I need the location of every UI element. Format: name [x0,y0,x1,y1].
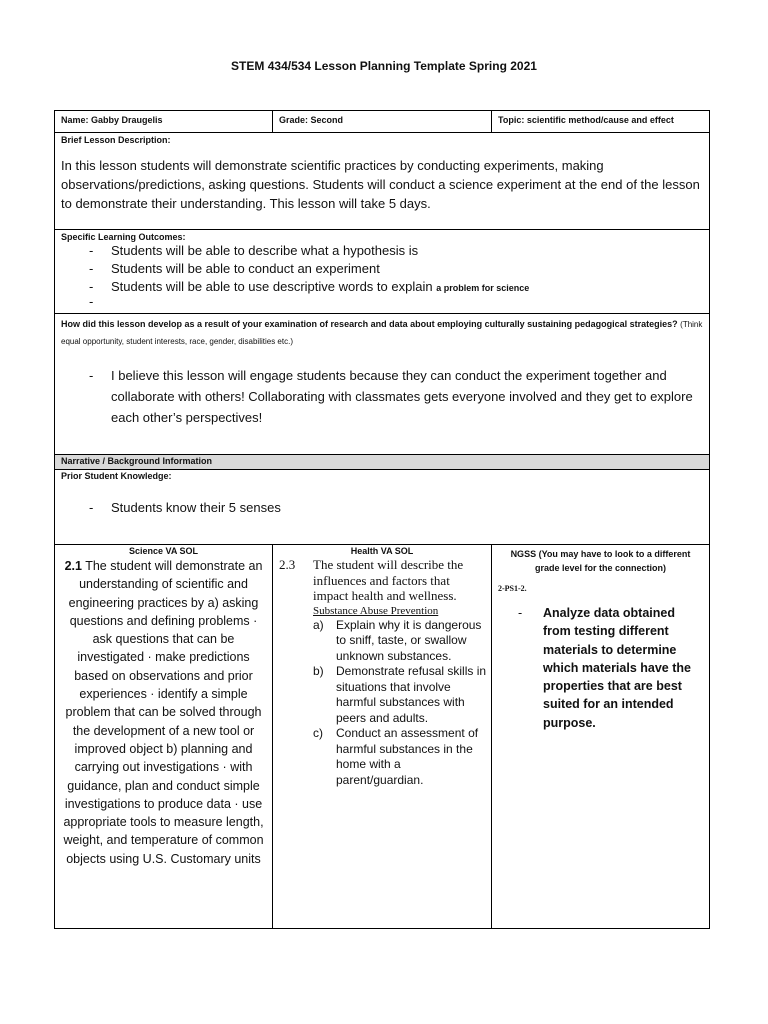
outcome-item-empty [61,297,703,307]
prior-label: Prior Student Knowledge: [61,471,172,481]
health-intro-text: The student will describe the influences and factors that impact health and wellness. [313,557,464,603]
ngss-item: - Analyze data obtained from testing different materials to determine which materials have the properties that are best suited for an intended purpose. [518,606,691,730]
health-subhead: Substance Abuse Prevention [313,604,439,617]
health-header: Health VA SOL [350,546,414,556]
outcomes-label: Specific Learning Outcomes: [61,232,186,242]
prior-knowledge-section [55,470,709,545]
learning-outcomes-section [55,230,709,314]
outcome-item: - Students will be able to conduct an experiment [61,260,703,278]
ngss-column [492,545,709,928]
ngss-dash: - [518,606,523,620]
prior-list [61,498,703,517]
health-code: 2.3 [279,557,296,572]
health-item: b) Demonstrate refusal skills in situations that involve harmful substances with peers and adults. [313,664,487,725]
outcome-item-tail: a problem for science [436,283,530,293]
science-text [59,557,268,868]
outcome-item: - Students will be able to use descriptive words to explain a problem for science [61,278,703,297]
research-hint: (Think equal opportunity, student interests, race, gender, disabilities etc.) [61,320,703,346]
grade-cell: Grade: Second [273,111,492,132]
health-items [277,618,487,789]
name-cell: Name: Gabby Draugelis [55,111,273,132]
research-question: How did this lesson develop as a result of your examination of research and data about employing culturally sustaining pedagogical strategies? (Think equal opportunity, student interests, race, gender, disabilities etc.) [61,319,703,346]
header-row [55,111,709,133]
topic-cell: Topic: scientific method/cause and effect [498,115,674,125]
research-section [55,314,709,455]
brief-text: In this lesson students will demonstrate scientific practices by conducting experiments, making observations/predictions, asking questions. Students will conduct a science experiment at the end of the lesson to demonstrate their understanding. This lesson will take 5 days. [61,158,700,211]
science-body: The student will demonstrate an understanding of scientific and engineering practices by a) asking questions and defining problems · ask questions that can be investigated · make predictions based on observations and prior experiences · identify a simple problem that can be solved through the development of a new tool or improved object b) planning and carrying out investigations · with guidance, plan and conduct simple investigations to produce data · use appropriate tools to measure length, weight, and temperature of common objects using U.S. Customary units [63,559,264,866]
research-answer-list [61,365,703,428]
science-header: Science VA SOL [128,546,199,556]
science-sol-column [55,545,273,928]
outcomes-list [61,242,703,307]
science-code: 2.1 [64,559,82,573]
standards-section [55,545,709,928]
ngss-code: 2-PS1-2. [498,584,527,593]
research-answer: - I believe this lesson will engage students because they can conduct the experiment together and collaborate with others! Collaborating with classmates gets everyone involved and they get to explore each other’s perspectives! [61,365,703,428]
outcome-item: - Students will be able to describe what a hypothesis is [61,242,703,260]
document-title: STEM 434/534 Lesson Planning Template Spring 2021 [231,59,537,73]
health-item: a) Explain why it is dangerous to sniff, taste, or swallow unknown substances. [313,617,482,663]
health-sol-column [273,545,492,928]
lesson-plan-table [54,110,710,929]
prior-item: - Students know their 5 senses [61,498,703,517]
narrative-header: Narrative / Background Information [55,455,709,470]
health-intro [277,557,487,604]
brief-description-section [55,133,709,230]
health-item: c) Conduct an assessment of harmful substances in the home with a parent/guardian. [313,726,479,787]
ngss-header: NGSS (You may have to look to a different grade level for the connection) [510,549,691,573]
brief-label: Brief Lesson Description: [61,135,171,145]
